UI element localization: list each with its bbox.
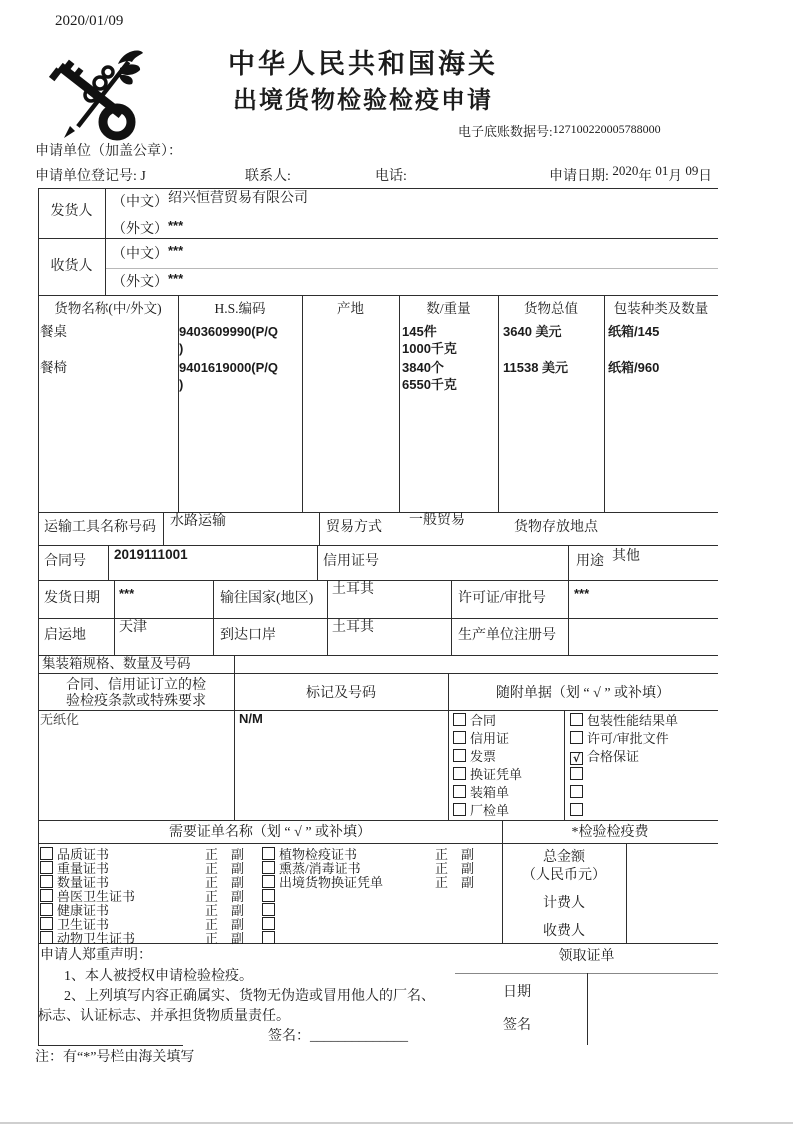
doc-item-exchange-voucher: [453, 767, 522, 783]
copy-mark: 副: [231, 917, 245, 932]
divider-line: [498, 295, 499, 512]
cert-item-exit-voucher: [262, 875, 383, 891]
declaration-line2: 2、上列填写内容正确属实、货物无伪造或冒用他人的厂名、: [64, 989, 435, 1004]
goods-header-name: 货物名称(中/外文): [54, 301, 162, 316]
consignor-cn-value: 绍兴恒营贸易有限公司: [168, 191, 308, 206]
trade-mode-value: 一般贸易: [409, 513, 465, 528]
divider-line: [38, 820, 718, 821]
goods-header-hs: H.S.编码: [214, 301, 266, 316]
contract-value: 2019111001: [114, 547, 188, 562]
original-mark: 正: [435, 847, 449, 862]
checkbox-cert-veterinary[interactable]: [40, 889, 53, 902]
cert-label: 动物卫生证书: [57, 931, 136, 946]
checkbox-blank[interactable]: [262, 931, 275, 944]
apply-date-label: 申请日期:: [549, 169, 609, 184]
goods-row-hs: 9403609990(P/Q: [179, 324, 279, 339]
departure-label: 启运地: [44, 628, 86, 643]
checkbox-cert-exit-voucher[interactable]: [262, 875, 275, 888]
ship-date-value: ***: [119, 586, 135, 601]
goods-row-name: 餐椅: [40, 360, 67, 375]
consignee-cn-row: [112, 243, 184, 264]
cn-prefix: （中文）: [112, 247, 168, 262]
divider-line: [564, 710, 565, 820]
storage-label: 货物存放地点: [514, 520, 598, 535]
divider-line: [213, 580, 214, 655]
checkbox-cert-quality[interactable]: [40, 847, 53, 860]
doc-label: 装箱单: [470, 785, 510, 800]
usage-label: 用途: [576, 554, 604, 569]
registration-label: 申请单位登记号:: [35, 169, 137, 184]
divider-line: [587, 973, 588, 1045]
doc-label: 合同: [470, 713, 497, 728]
checkbox-blank[interactable]: [262, 903, 275, 916]
checkbox-blank[interactable]: [570, 803, 583, 816]
container-label: 集装箱规格、数量及号码: [42, 656, 191, 671]
checkbox-packing-list[interactable]: [453, 785, 466, 798]
goods-row-qty1: 145件: [402, 324, 437, 339]
print-date: 2020/01/09: [55, 13, 124, 29]
month-unit: 月: [668, 168, 682, 183]
permit-label: 许可证/审批号: [458, 591, 546, 606]
checkbox-cert-fumigation[interactable]: [262, 861, 275, 874]
declaration-line1: 1、本人被授权申请检验检疫。: [64, 969, 253, 984]
copy-mark: 副: [461, 861, 475, 876]
checkbox-cert-sanitary[interactable]: [40, 917, 53, 930]
cn-prefix: （中文）: [112, 195, 168, 210]
copy-mark: 副: [461, 847, 475, 862]
fn-prefix: （外文）: [112, 222, 168, 237]
consignee-fn-value: ***: [168, 271, 184, 286]
doc-item-blank: [570, 803, 587, 819]
checkbox-factory-check[interactable]: [453, 803, 466, 816]
doc-label: 换证凭单: [470, 767, 523, 782]
declaration-title: 申请人郑重声明：: [40, 948, 152, 963]
doc-item-invoice: [453, 749, 496, 765]
permit-value: ***: [574, 586, 590, 601]
apply-date-month: 01: [655, 163, 669, 178]
doc-item-permit-file: [570, 731, 669, 747]
copy-mark: 副: [231, 903, 245, 918]
apply-date-day: 09: [685, 163, 699, 178]
marks-value: N/M: [239, 711, 263, 726]
consignee-cn-value: ***: [168, 243, 184, 258]
goods-row-packing: 纸箱/145: [608, 324, 660, 339]
goods-header-origin: 产地: [337, 301, 364, 316]
clauses-header-line2: 验检疫条款或特殊要求: [66, 694, 206, 709]
goods-row-packing: 纸箱/960: [608, 360, 660, 375]
consignor-fn-row: [112, 218, 184, 239]
fee-collector-label: 收费人: [543, 924, 585, 939]
doc-item-factory-check: [453, 803, 509, 819]
copy-mark: 副: [231, 847, 245, 862]
checkbox-permit-file[interactable]: [570, 731, 583, 744]
usage-value: 其他: [612, 549, 640, 564]
eledger-line: [458, 124, 661, 140]
fee-calculator-label: 计费人: [543, 896, 585, 911]
checkbox-lc[interactable]: [453, 731, 466, 744]
divider-line: [38, 188, 718, 189]
ship-date-label: 发货日期: [44, 591, 100, 606]
copy-mark: 副: [231, 931, 245, 946]
consignee-fn-row: [112, 271, 184, 292]
divider-line: [399, 295, 400, 512]
trade-mode-label: 贸易方式: [326, 520, 382, 535]
divider-line: [38, 843, 718, 844]
goods-row-hs2: ): [179, 341, 184, 356]
doc-label: 许可/审批文件: [587, 731, 669, 746]
cert-label: 品质证书: [57, 847, 110, 862]
divider-line: [38, 295, 718, 296]
goods-header-qty: 数/重量: [426, 301, 471, 316]
clauses-value: 无纸化: [40, 712, 80, 727]
goods-header-value: 货物总值: [524, 301, 578, 316]
doc-item-blank: [570, 785, 587, 801]
checkbox-cert-weight[interactable]: [40, 861, 53, 874]
apply-date-year: 2020: [612, 163, 639, 178]
divider-line: [38, 580, 718, 581]
doc-label: 合格保证: [587, 749, 640, 764]
goods-row-qty2: 6550千克: [402, 377, 457, 392]
copy-mark: 副: [231, 889, 245, 904]
doc-label: 包装性能结果单: [587, 713, 679, 728]
checkbox-blank[interactable]: [262, 917, 275, 930]
pickup-sign-label: 签名: [503, 1018, 531, 1033]
year-unit: 年: [638, 168, 652, 183]
divider-line: [108, 545, 109, 580]
consignor-label: 发货人: [50, 204, 93, 219]
checkbox-blank[interactable]: [570, 767, 583, 780]
divider-line: [38, 943, 718, 944]
fee-total-label: 总金额: [543, 850, 585, 865]
divider-line: [38, 1045, 183, 1046]
original-mark: 正: [205, 861, 219, 876]
cert-label: 植物检疫证书: [279, 847, 358, 862]
divider-line: [327, 580, 328, 655]
divider-line: [114, 580, 115, 655]
original-mark: 正: [205, 889, 219, 904]
checkbox-packing-result[interactable]: [570, 713, 583, 726]
form-title-line1: 中华人民共和国海关: [228, 49, 498, 79]
copy-mark: 副: [231, 861, 245, 876]
doc-item-lc: [453, 731, 509, 747]
checkbox-contract[interactable]: [453, 713, 466, 726]
departure-value: 天津: [119, 620, 147, 635]
doc-label: 信用证: [470, 731, 510, 746]
divider-line: [105, 268, 718, 269]
original-mark: 正: [435, 861, 449, 876]
attached-docs-header: 随附单据（划 “ √ ” 或补填）: [495, 686, 671, 701]
cert-label: 出境货物换证凭单: [279, 875, 384, 890]
divider-line: [626, 843, 627, 943]
cert-item-animal-health: [40, 931, 135, 947]
contact-label: 联系人:: [245, 169, 291, 184]
footnote: 注：有“*”号栏由海关填写: [35, 1050, 195, 1065]
goods-row-hs2: ): [179, 377, 184, 392]
original-mark: 正: [435, 875, 449, 890]
copy-mark: 副: [231, 875, 245, 890]
checkbox-cert-animal-health[interactable]: [40, 931, 53, 944]
eledger-label: 电子底账数据号:: [458, 124, 553, 139]
apply-date-line: [549, 163, 712, 186]
day-unit: 日: [698, 168, 712, 183]
doc-label: 厂检单: [470, 803, 510, 818]
checkbox-quality-guarantee-checked[interactable]: √: [570, 752, 583, 765]
checkbox-cert-quantity[interactable]: [40, 875, 53, 888]
checkbox-exchange-voucher[interactable]: [453, 767, 466, 780]
arrival-port-value: 土耳其: [332, 620, 374, 635]
goods-row-value: 11538 美元: [503, 360, 569, 375]
divider-line: [451, 580, 452, 655]
certificates-header: 需要证单名称（划 “ √ ” 或补填）: [168, 825, 372, 840]
copy-mark: 副: [461, 875, 475, 890]
divider-line: [38, 673, 718, 674]
cert-label: 卫生证书: [57, 917, 110, 932]
divider-line: [302, 295, 303, 512]
divider-line: [319, 512, 320, 545]
cert-label: 数量证书: [57, 875, 110, 890]
cert-label: 健康证书: [57, 903, 110, 918]
consignor-fn-value: ***: [168, 218, 184, 233]
doc-item-packing-result: [570, 713, 678, 729]
checkbox-cert-health[interactable]: [40, 903, 53, 916]
doc-item-packing-list: [453, 785, 509, 801]
form-title-line2: 出境货物检验检疫申请: [233, 87, 493, 114]
dest-country-label: 输往国家(地区): [220, 591, 314, 606]
arrival-port-label: 到达口岸: [220, 628, 276, 643]
goods-row-name: 餐桌: [40, 324, 67, 339]
original-mark: 正: [205, 931, 219, 946]
declaration-line3: 标志、认证标志、并承担货物质量责任。: [38, 1009, 290, 1024]
cert-label: 熏蒸/消毒证书: [279, 861, 361, 876]
divider-line: [105, 188, 106, 295]
divider-line: [317, 545, 318, 580]
goods-row-value: 3640 美元: [503, 324, 562, 339]
customs-emblem-icon: [44, 46, 146, 147]
fees-header: *检验检疫费: [571, 825, 649, 840]
checkbox-blank[interactable]: [570, 785, 583, 798]
original-mark: 正: [205, 875, 219, 890]
declaration-sign-label[interactable]: 签名：______________: [268, 1029, 408, 1044]
clauses-header-line1: 合同、信用证订立的检: [66, 678, 206, 693]
doc-item-blank: [570, 767, 587, 783]
doc-label: 发票: [470, 749, 497, 764]
divider-line: [38, 545, 718, 546]
divider-line: [234, 655, 235, 820]
goods-row-qty1: 3840个: [402, 360, 444, 375]
contract-label: 合同号: [44, 554, 86, 569]
divider-line: [568, 545, 569, 655]
registration-line: [35, 168, 146, 186]
checkbox-cert-phyto[interactable]: [262, 847, 275, 860]
divider-line: [163, 512, 164, 545]
transport-label: 运输工具名称号码: [44, 520, 156, 535]
fn-prefix: （外文）: [112, 275, 168, 290]
goods-row-qty2: 1000千克: [402, 341, 457, 356]
divider-line: [38, 512, 718, 513]
eledger-number: 127100220005788000: [552, 122, 661, 136]
original-mark: 正: [205, 847, 219, 862]
consignor-cn-row: [112, 191, 308, 212]
checkbox-invoice[interactable]: [453, 749, 466, 762]
phone-label: 电话:: [375, 169, 407, 184]
dest-country-value: 土耳其: [332, 582, 374, 597]
original-mark: 正: [205, 917, 219, 932]
marks-header: 标记及号码: [306, 686, 376, 701]
lc-label: 信用证号: [323, 554, 379, 569]
cert-label: 重量证书: [57, 861, 110, 876]
applicant-unit-label: 申请单位（加盖公章）：: [35, 144, 182, 159]
cert-label: 兽医卫生证书: [57, 889, 136, 904]
registration-value: J: [140, 169, 146, 184]
producer-reg-label: 生产单位注册号: [458, 628, 556, 643]
pickup-date-label: 日期: [503, 985, 531, 1000]
consignee-label: 收货人: [50, 259, 93, 274]
pickup-title: 领取证单: [558, 949, 615, 964]
fee-total-unit-label: （人民币元）: [522, 868, 606, 883]
original-mark: 正: [205, 903, 219, 918]
goods-row-hs: 9401619000(P/Q: [179, 360, 279, 375]
doc-item-contract: [453, 713, 496, 729]
cert-item-blank: [262, 931, 279, 947]
goods-header-packing: 包装种类及数量: [613, 301, 709, 316]
transport-value: 水路运输: [170, 514, 226, 529]
divider-line: [604, 295, 605, 512]
checkbox-blank[interactable]: [262, 889, 275, 902]
doc-item-quality-guarantee: [570, 749, 639, 765]
